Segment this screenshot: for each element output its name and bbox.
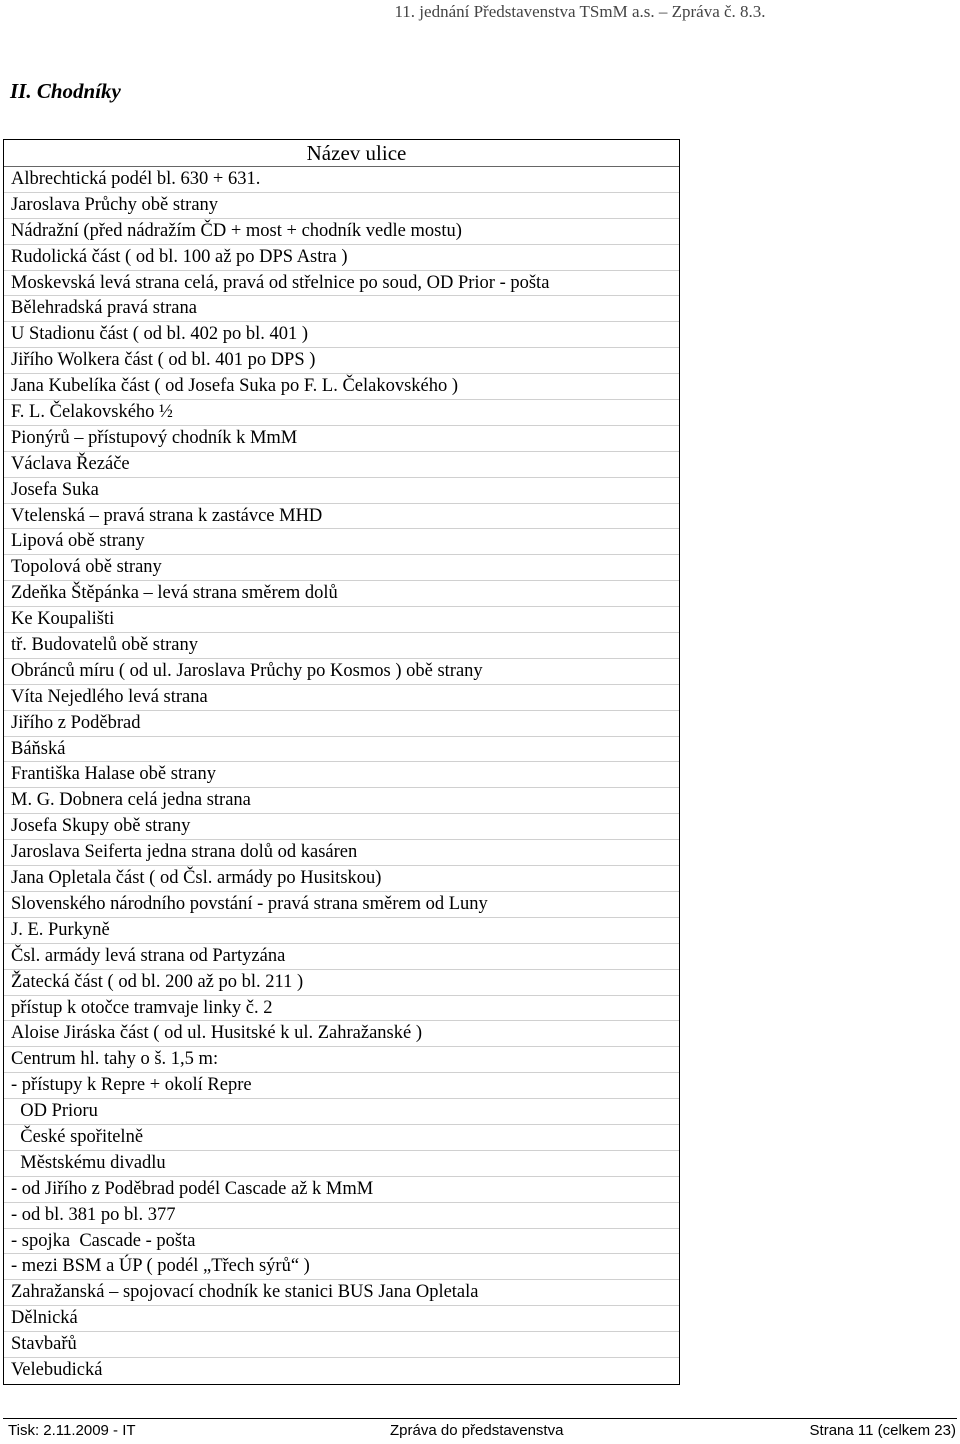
table-row: Josefa Skupy obě strany (4, 814, 679, 840)
table-row: Obránců míru ( od ul. Jaroslava Průchy po Kosmos ) obě strany (4, 659, 679, 685)
table-row: - mezi BSM a ÚP ( podél „Třech sýrů“ ) (4, 1254, 679, 1280)
table-row: Františka Halase obě strany (4, 762, 679, 788)
table-row: Albrechtická podél bl. 630 + 631. (4, 167, 679, 193)
table-row: Ke Koupališti (4, 607, 679, 633)
table-row: OD Prioru (4, 1099, 679, 1125)
table-row: Jana Opletala část ( od Čsl. armády po Husitskou) (4, 866, 679, 892)
table-row: - spojka Cascade - pošta (4, 1229, 679, 1255)
table-row: Moskevská levá strana celá, pravá od střelnice po soud, OD Prior - pošta (4, 271, 679, 297)
page-header: 11. jednání Představenstva TSmM a.s. – Zpráva č. 8.3. (394, 2, 766, 21)
table-row: Václava Řezáče (4, 452, 679, 478)
table-row: Víta Nejedlého levá strana (4, 685, 679, 711)
table-row: Zdeňka Štěpánka – levá strana směrem dolů (4, 581, 679, 607)
street-table (3, 139, 680, 1385)
table-row: - přístupy k Repre + okolí Repre (4, 1073, 679, 1099)
table-row: České spořitelně (4, 1125, 679, 1151)
table-column-header: Název ulice (4, 140, 679, 167)
table-row: Rudolická část ( od bl. 100 až po DPS Astra ) (4, 245, 679, 271)
table-row: Jaroslava Seiferta jedna strana dolů od kasáren (4, 840, 679, 866)
table-row: Lipová obě strany (4, 529, 679, 555)
table-row: Nádražní (před nádražím ČD + most + chodník vedle mostu) (4, 219, 679, 245)
table-row: Jana Kubelíka část ( od Josefa Suka po F. L. Čelakovského ) (4, 374, 679, 400)
table-body (4, 167, 679, 1384)
footer-divider (3, 1418, 957, 1419)
table-row: - od Jiřího z Poděbrad podél Cascade až k MmM (4, 1177, 679, 1203)
table-row: Jaroslava Průchy obě strany (4, 193, 679, 219)
table-row: Zahražanská – spojovací chodník ke stanici BUS Jana Opletala (4, 1280, 679, 1306)
table-row: Báňská (4, 737, 679, 763)
table-row: U Stadionu část ( od bl. 402 po bl. 401 ) (4, 322, 679, 348)
table-row: J. E. Purkyně (4, 918, 679, 944)
table-row: M. G. Dobnera celá jedna strana (4, 788, 679, 814)
table-row: Velebudická (11, 1359, 103, 1380)
table-row: Městskému divadlu (4, 1151, 679, 1177)
table-row: Centrum hl. tahy o š. 1,5 m: (4, 1047, 679, 1073)
table-row: Aloise Jiráska část ( od ul. Husitské k ul. Zahražanské ) (4, 1021, 679, 1047)
table-row: Bělehradská pravá strana (4, 296, 679, 322)
table-row: Žatecká část ( od bl. 200 až po bl. 211 ) (4, 970, 679, 996)
table-row: Jiřího z Poděbrad (4, 711, 679, 737)
table-row: Pionýrů – přístupový chodník k MmM (4, 426, 679, 452)
table-row: přístup k otočce tramvaje linky č. 2 (4, 996, 679, 1022)
table-row: Jiřího Wolkera část ( od bl. 401 po DPS ) (4, 348, 679, 374)
footer-print-date: Tisk: 2.11.2009 - IT (8, 1422, 136, 1439)
table-row: tř. Budovatelů obě strany (4, 633, 679, 659)
section-title: II. Chodníky (10, 79, 121, 103)
footer-page-number: Strana 11 (celkem 23) (809, 1422, 956, 1439)
table-row: Vtelenská – pravá strana k zastávce MHD (4, 504, 679, 530)
table-row: - od bl. 381 po bl. 377 (4, 1203, 679, 1229)
table-row: Topolová obě strany (4, 555, 679, 581)
table-row: Dělnická (4, 1306, 679, 1332)
table-row: Josefa Suka (4, 478, 679, 504)
table-row: Stavbařů (4, 1332, 679, 1358)
page-footer (8, 1421, 956, 1441)
table-row: Čsl. armády levá strana od Partyzána (4, 944, 679, 970)
footer-report-title: Zpráva do představenstva (390, 1422, 564, 1439)
table-row: F. L. Čelakovského ½ (4, 400, 679, 426)
table-row: Slovenského národního povstání - pravá strana směrem od Luny (4, 892, 679, 918)
